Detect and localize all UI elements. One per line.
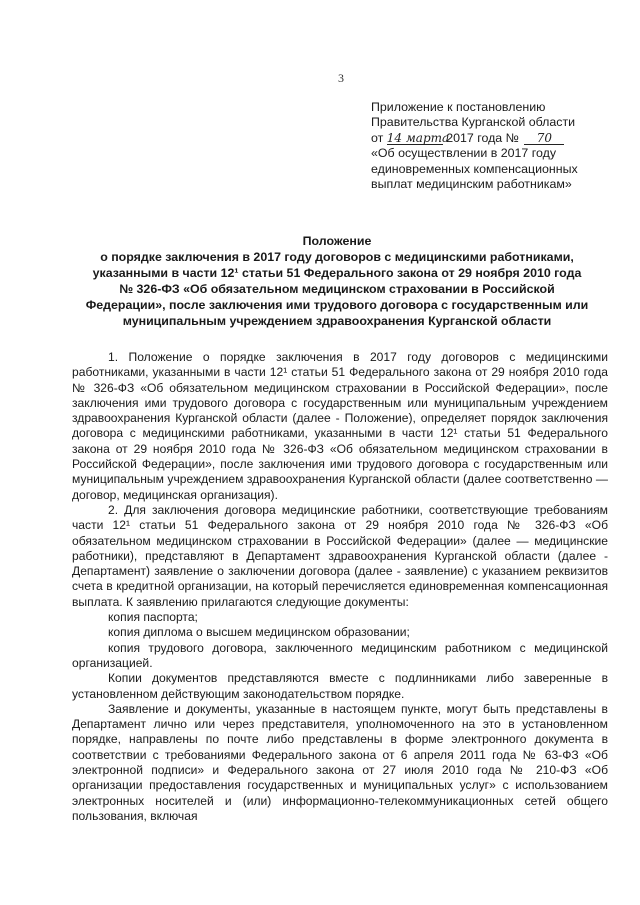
appendix-line: единовременных компенсационных xyxy=(371,161,578,176)
handwritten-number: 70 xyxy=(524,132,564,145)
list-item: копия паспорта; xyxy=(108,610,198,625)
title-line: № 326-ФЗ «Об обязательном медицинском страховании в Российской xyxy=(119,282,555,296)
page-number: 3 xyxy=(338,71,344,85)
year-text: 2017 года № xyxy=(446,130,519,145)
title-line: о порядке заключения в 2017 году договоров с медицинскими работниками, xyxy=(100,250,574,264)
list-item: копия диплома о высшем медицинском образовании; xyxy=(108,625,410,640)
appendix-block xyxy=(371,100,621,192)
paragraph-4: Заявление и документы, указанные в настоящем пункте, могут быть представлены в Департамент лично или через представителя, уполномоченного на это в установленном порядке, направлены по почте либо представлены в форме электронного документа в соответствии с требованиями Федерального закона от 6 апреля 2011 года № 63-ФЗ «Об электронной подписи» и Федерального закона от 27 июля 2010 года № 210-ФЗ «Об организации предоставления государственных и муниципальных услуг» с использованием электронных носителей и (или) информационно-телекоммуникационных сетей общего пользования, включая xyxy=(72,701,608,823)
title-line: муниципальным учреждением здравоохранения Курганской области xyxy=(122,314,552,328)
appendix-line: Приложение к постановлению xyxy=(371,100,546,114)
appendix-date-line xyxy=(371,131,621,146)
list-item: копия трудового договора, заключенного медицинским работником с медицинской организацией. xyxy=(72,640,608,670)
paragraph-3: Копии документов представляются вместе с подлинниками либо заверенные в установленном действующим законодательством порядке. xyxy=(72,671,608,701)
title-heading: Положение xyxy=(302,234,372,248)
paragraph-1: 1. Положение о порядке заключения в 2017 году договоров с медицинскими работниками, указанными в части 12¹ статьи 51 Федерального закона от 29 ноября 2010 года № 326-ФЗ «Об обязательном медицинском страховании в Российской Федерации», после заключения ими трудового договора с государственным или муниципальным учреждением здравоохранения Курганской области (далее - Положение), определяет порядок заключения договора с медицинскими работниками, указанными в части 12¹ статьи 51 Федерального закона от 29 ноября 2010 года № 326-ФЗ «Об обязательном медицинском страховании в Российской Федерации», после заключения ими трудового договора с государственным или муниципальным учреждением здравоохранения Курганской области (далее соответственно — договор, медицинская организация). xyxy=(72,350,608,502)
appendix-line: выплат медицинским работникам» xyxy=(371,177,572,192)
title-line: указанными в части 12¹ статьи 51 Федерального закона от 29 ноября 2010 года xyxy=(92,266,582,280)
date-prefix: от xyxy=(371,130,384,145)
document-body xyxy=(72,350,608,824)
title-line: Федерации», после заключения ими трудового договора с государственным или xyxy=(85,298,589,312)
paragraph-2: 2. Для заключения договора медицинские работники, соответствующие требованиям части 12¹ статьи 51 Федерального закона от 29 ноября 2010 года № 326-ФЗ «Об обязательном медицинском страховании в Российской Федерации» (далее — медицинские работники), представляют в Департамент здравоохранения Курганской области (далее - Департамент) заявление о заключении договора (далее - заявление) с указанием реквизитов счета в кредитной организации, на который перечисляется единовременная компенсационная выплата. К заявлению прилагаются следующие документы: xyxy=(72,502,608,609)
document-title xyxy=(72,233,602,329)
appendix-line: «Об осуществлении в 2017 году xyxy=(371,146,557,161)
appendix-line: Правительства Курганской области xyxy=(371,115,576,130)
handwritten-date: 14 марта xyxy=(386,130,450,145)
